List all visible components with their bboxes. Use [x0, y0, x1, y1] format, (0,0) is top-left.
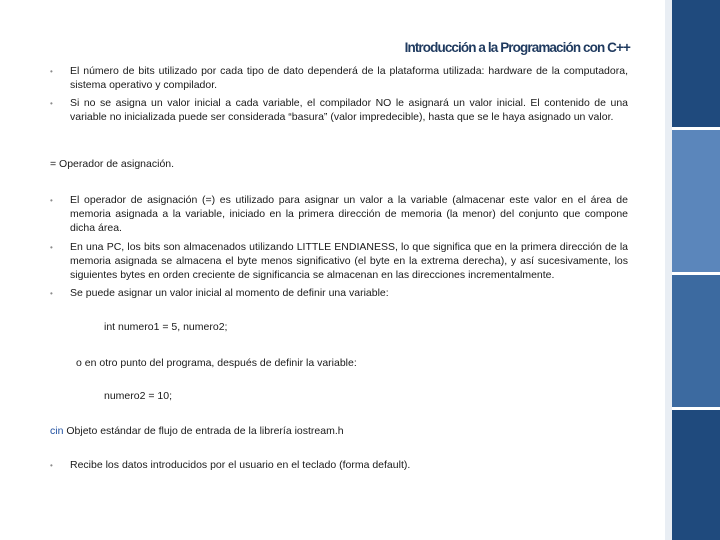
- bullet-marker: •: [50, 99, 53, 108]
- sidebar-block-4: [672, 410, 720, 540]
- code-example-assignment: numero2 = 10;: [104, 390, 173, 402]
- bullet-marker: •: [50, 67, 53, 76]
- decorative-sidebar: [672, 0, 720, 540]
- bullet-marker: •: [50, 243, 53, 252]
- bullet-text-assignment-operator: El operador de asignación (=) es utilizado para asignar un valor a la variable (almacenar este valor en el área de memoria asignada a la variable, iniciado en la primera dirección de memoria (la menor) del conjunto que compone dicha área.: [70, 194, 628, 234]
- bullet-text-initial-value: Si no se asigna un valor inicial a cada variable, el compilador NO le asignará un valor inicial. El contenido de una variable no inicializada puede ser considerada “basura” (valor impredecible), hasta que se le haya asignado un valor.: [70, 97, 628, 123]
- bullet-text-bits: El número de bits utilizado por cada tipo de dato dependerá de la plataforma utilizada: hardware de la computadora, sistema operativo y compilador.: [70, 65, 628, 91]
- bullet-marker: •: [50, 289, 53, 298]
- bullet-text-cin-receives: Recibe los datos introducidos por el usuario en el teclado (forma default).: [70, 459, 411, 471]
- sidebar-block-3: [672, 275, 720, 407]
- cin-heading: [50, 424, 344, 438]
- bullet-text-little-endian: En una PC, los bits son almacenados utilizando LITTLE ENDIANESS, lo que significa que en la primera dirección de la memoria asignada se almacena el byte menos significativo (el byte en la extrema derecha), y así sucesivamente, los siguientes bytes en orden creciente de significancia se almacenan en las direcciones incrementalmente.: [70, 241, 628, 281]
- text-other-point: o en otro punto del programa, después de definir la variable:: [76, 357, 357, 369]
- assignment-heading: = Operador de asignación.: [50, 158, 175, 170]
- bullet-text-initial-assignment: Se puede asignar un valor inicial al momento de definir una variable:: [70, 287, 389, 299]
- cin-description: Objeto estándar de flujo de entrada de la librería iostream.h: [63, 425, 344, 437]
- sidebar-block-2: [672, 130, 720, 272]
- sidebar-block-1: [672, 0, 720, 127]
- side-stripe: [665, 0, 672, 540]
- bullet-marker: •: [50, 461, 53, 470]
- cin-keyword: cin: [50, 425, 64, 437]
- code-example-declaration: int numero1 = 5, numero2;: [104, 321, 228, 333]
- slide-title: Introducción a la Programación con C++: [404, 40, 630, 55]
- bullet-marker: •: [50, 196, 53, 205]
